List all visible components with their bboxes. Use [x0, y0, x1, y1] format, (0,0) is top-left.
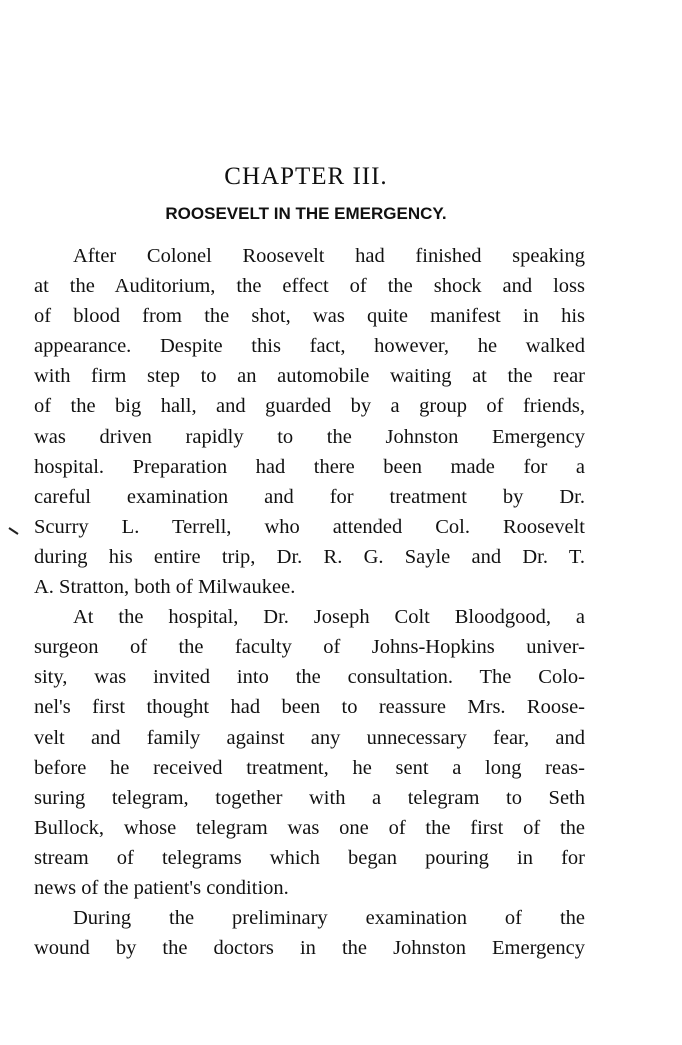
text-line: with firm step to an automobile waiting at the rear	[34, 365, 585, 388]
chapter-heading: CHAPTER III.	[224, 163, 388, 190]
text-line: suring telegram, together with a telegram to Seth	[34, 786, 585, 809]
text-line: of blood from the shot, was quite manifest in his	[34, 305, 585, 328]
text-line: during his entire trip, Dr. R. G. Sayle and Dr. T.	[34, 545, 585, 568]
text-line: hospital. Preparation had there been made for a	[34, 455, 585, 478]
text-line: stream of telegrams which began pouring in for	[34, 846, 585, 869]
body-text	[34, 241, 585, 963]
text-line: Scurry L. Terrell, who attended Col. Roosevelt	[34, 515, 585, 538]
margin-mark-icon	[7, 526, 21, 536]
text-line: appearance. Despite this fact, however, he walked	[34, 335, 585, 358]
text-line: During the preliminary examination of the	[73, 907, 585, 930]
text-line: at the Auditorium, the effect of the shock and loss	[34, 275, 585, 298]
text-line: before he received treatment, he sent a long reas-	[34, 756, 585, 779]
text-line: was driven rapidly to the Johnston Emergency	[34, 425, 585, 448]
text-line: Bullock, whose telegram was one of the first of the	[34, 816, 585, 839]
text-line: nel's first thought had been to reassure Mrs. Roose-	[34, 696, 585, 719]
text-line: sity, was invited into the consultation. The Colo-	[34, 666, 585, 689]
text-line: of the big hall, and guarded by a group of friends,	[34, 395, 585, 418]
text-line: A. Stratton, both of Milwaukee.	[34, 576, 296, 599]
text-line: surgeon of the faculty of Johns-Hopkins univer-	[34, 636, 585, 659]
chapter-subtitle: ROOSEVELT IN THE EMERGENCY.	[165, 204, 447, 223]
text-line: wound by the doctors in the Johnston Emergency	[34, 937, 585, 960]
text-line: news of the patient's condition.	[34, 876, 289, 899]
text-line: After Colonel Roosevelt had finished speaking	[73, 245, 585, 267]
text-line: At the hospital, Dr. Joseph Colt Bloodgood, a	[73, 606, 585, 629]
text-line: careful examination and for treatment by Dr.	[34, 485, 585, 508]
text-line: velt and family against any unnecessary fear, and	[34, 726, 585, 749]
